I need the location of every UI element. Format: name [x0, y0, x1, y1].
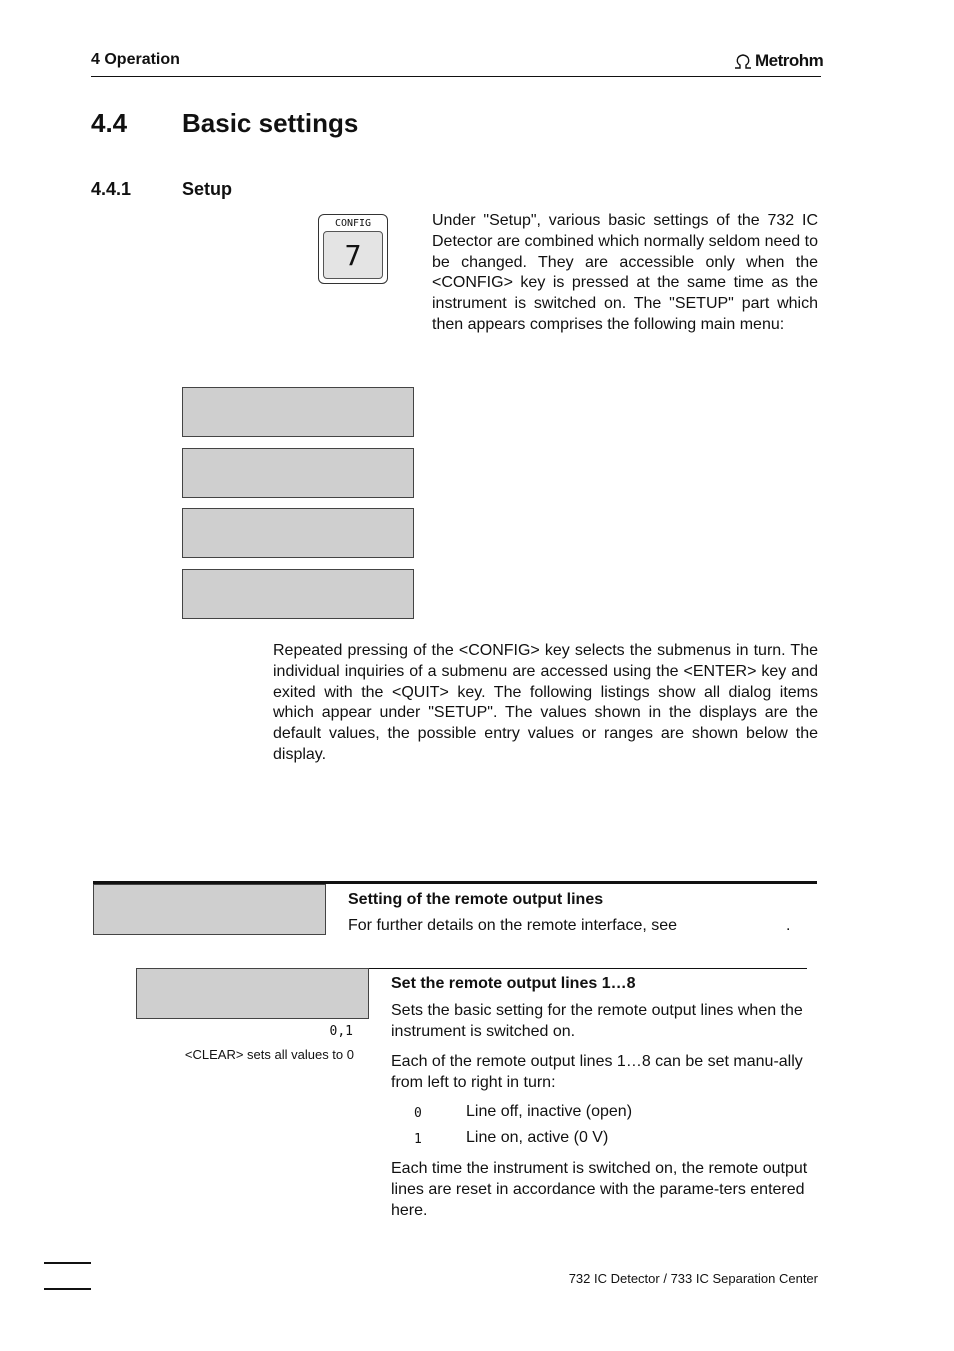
page-number-bar — [44, 1288, 91, 1290]
clear-note: <CLEAR> sets all values to 0 — [184, 1047, 354, 1062]
remote-display — [93, 884, 326, 935]
option-text: Line on, active (0 V) — [466, 1129, 609, 1146]
remote-lines-p2: Each of the remote output lines 1…8 can be set manu-ally from left to right in turn: — [391, 1053, 803, 1091]
footer-text: 732 IC Detector / 733 IC Separation Center — [568, 1271, 818, 1286]
remote-lines-p3: Each time the instrument is switched on, the remote output lines are reset in accordance with the parame-ters entered here. — [391, 1160, 808, 1219]
brand-name: Metrohm — [755, 51, 824, 70]
remote-section-description-end: . — [786, 917, 791, 934]
metrohm-logo — [733, 51, 823, 71]
menu-display-4 — [182, 569, 414, 619]
remote-section-title: Setting of the remote output lines — [348, 891, 604, 908]
config-key-icon — [318, 214, 388, 284]
menu-display-1 — [182, 387, 414, 437]
section-number: 4.4 — [91, 108, 128, 138]
option-code: 0 — [414, 1106, 422, 1121]
intro-text: Under "Setup", various basic settings of the 732 IC Detector are combined which normally seldom need to be changed. They are accessible only when the <CONFIG> key is pressed at the same time as the instrument is switched on. The "SETUP" part which then appears comprises the following main menu: — [432, 212, 818, 333]
option-code: 1 — [414, 1132, 422, 1147]
remote-lines-title: Set the remote output lines 1…8 — [391, 975, 636, 992]
entry-range: 0,1 — [329, 1024, 353, 1039]
option-text: Line off, inactive (open) — [466, 1103, 633, 1120]
section-title: Basic settings — [182, 108, 359, 138]
subsection-title: Setup — [182, 179, 233, 199]
item-rule — [368, 968, 807, 969]
subsection-number: 4.4.1 — [91, 179, 132, 199]
remote-lines-p1: Sets the basic setting for the remote output lines when the instrument is switched on. — [391, 1002, 803, 1040]
header-rule — [91, 76, 821, 77]
config-key-label: CONFIG — [334, 218, 372, 229]
config-key-digit: 7 — [323, 231, 383, 279]
remote-lines-display — [136, 968, 369, 1019]
submenu-paragraph: Repeated pressing of the <CONFIG> key selects the submenus in turn. The individual inquiries of a submenu are accessed using the <ENTER> key and exited with the <QUIT> key. The following listings show all dialog items which appear under "SETUP". The values shown in the displays are the default values, the possible entry values or ranges are shown below the display. — [273, 642, 818, 763]
running-header-section: 4 Operation — [91, 51, 180, 68]
remote-section-description: For further details on the remote interface, see — [348, 917, 678, 934]
menu-display-3 — [182, 508, 414, 558]
page-number-bar — [44, 1262, 91, 1264]
omega-icon — [733, 53, 753, 69]
menu-display-2 — [182, 448, 414, 498]
